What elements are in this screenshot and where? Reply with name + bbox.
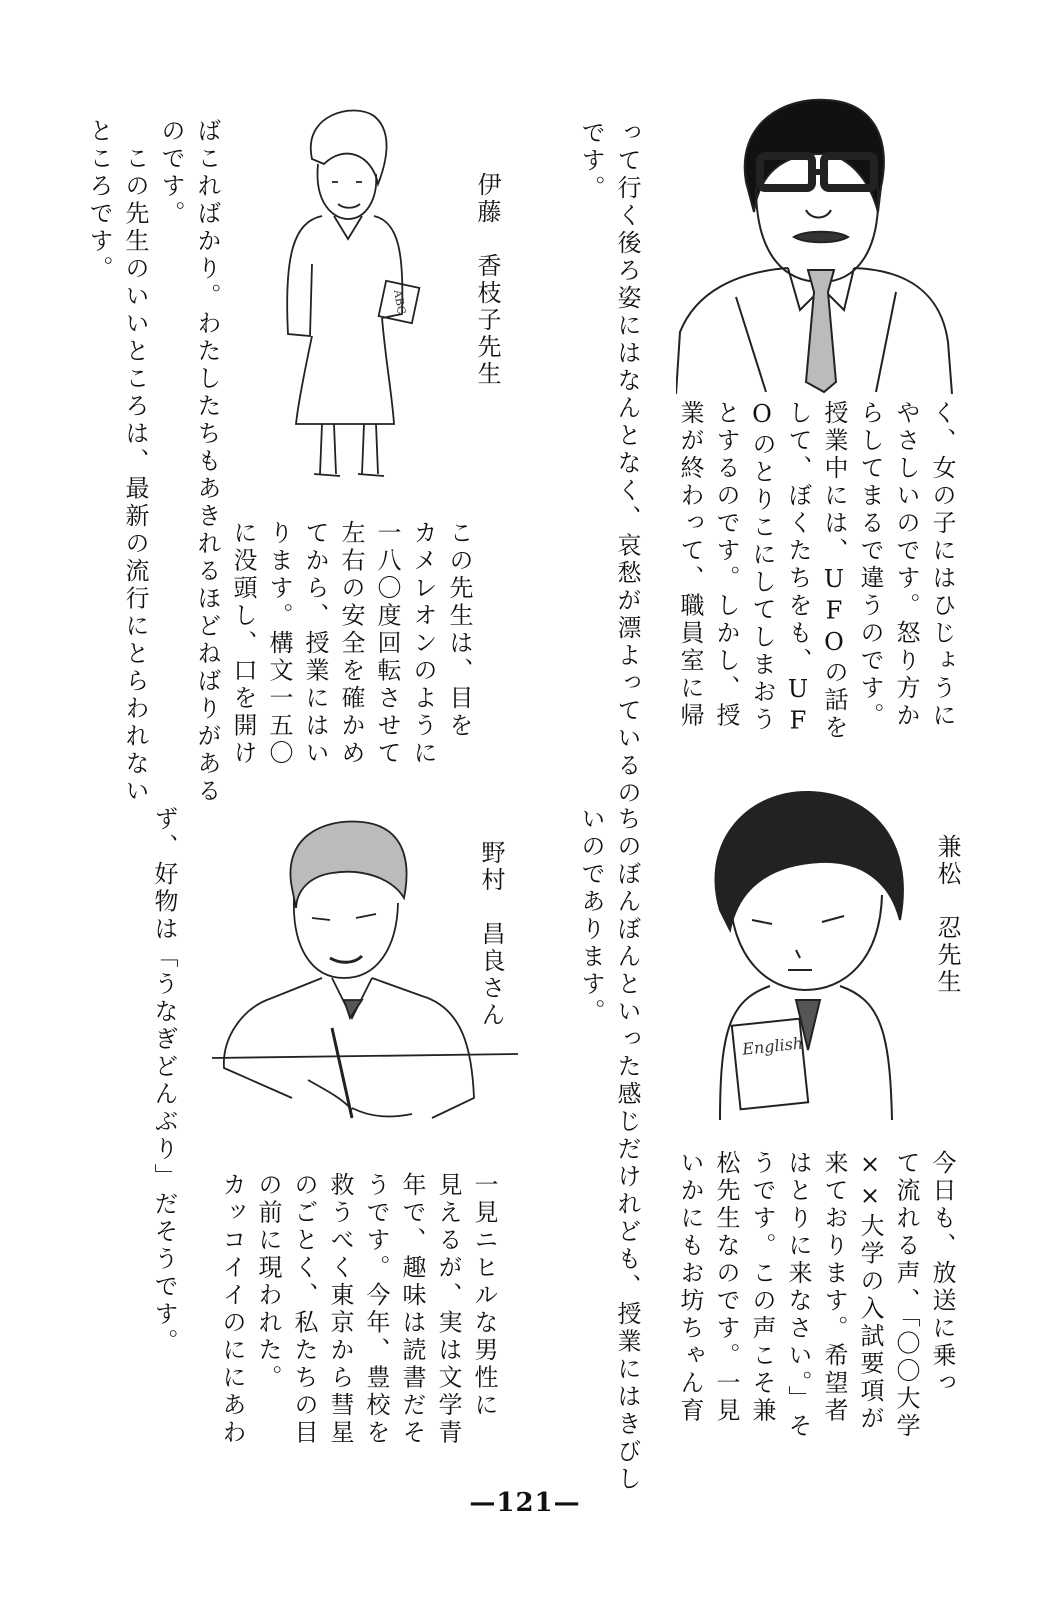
nomura-line: の前に現われた。 [254, 1172, 282, 1392]
ito-line: この先生のいいところは、最新の流行にとらわれない [121, 118, 149, 806]
kanematsu-line: いのであります。 [577, 806, 605, 1026]
kanematsu-line: うです。この声こそ兼 [748, 1150, 776, 1425]
nomura-line: のごとく、私たちの目 [290, 1172, 318, 1447]
person-name-nomura: 野村 昌良さん [477, 840, 505, 1029]
section-1-line: やさしいのです。怒り方か [892, 400, 920, 730]
section-1-line: って行く後ろ姿にはなんとなく、哀愁が漂よっているの [613, 120, 641, 808]
nomura-line: うです。今年、豊校を [362, 1172, 390, 1447]
ito-body-top [225, 520, 477, 780]
section-1-line: して、ぼくたちをも、UF [784, 400, 812, 738]
section-1-body [672, 400, 960, 780]
ito-line: ところです。 [85, 118, 113, 283]
kanematsu-line: ちのぼんぼんといった感じだけれども、授業にはきびし [613, 806, 641, 1494]
kanematsu-body-bottom [672, 1150, 960, 1441]
ito-line: ります。構文一五〇 [265, 520, 293, 768]
page-number: —121— [469, 1488, 581, 1518]
section-1-line: く、女の子にはひじょうに [928, 400, 956, 730]
ito-line: 一八〇度回転させて [373, 520, 401, 768]
kanematsu-body-top [573, 806, 645, 1494]
kanematsu-line: ××大学の入試要項が [856, 1150, 884, 1433]
nomura-body-top [146, 806, 182, 1426]
portrait-man-glasses [676, 92, 958, 394]
section-1-line: 授業中には、UFOの話を [820, 400, 848, 742]
ito-body-bottom [81, 118, 225, 806]
book-english-label: English [741, 1033, 804, 1059]
kanematsu-line: 松先生なのです。一見 [712, 1150, 740, 1425]
teacher-name-ito: 伊藤 香枝子先生 [473, 172, 501, 388]
portrait-woman-ito [274, 104, 430, 484]
ito-line: ばこればかり。わたしたちもあきれるほどねばりがある [193, 118, 221, 806]
nomura-line: 救うべく東京から彗星 [326, 1172, 354, 1447]
kanematsu-line: いかにもお坊ちゃん育 [676, 1150, 704, 1425]
nomura-body-bottom [214, 1172, 502, 1447]
nomura-line: 見えるが、実は文学青 [434, 1172, 462, 1447]
section-1-line: とするのです。しかし、授 [712, 400, 740, 730]
ito-line: のです。 [157, 118, 185, 228]
section-1-body-continued [573, 120, 645, 808]
portrait-man-with-pen-nomura [212, 818, 518, 1146]
ito-line: 左右の安全を確かめ [337, 520, 365, 768]
kanematsu-line: 来ております。希望者 [820, 1150, 848, 1425]
ito-line: てから、授業にはい [301, 520, 329, 768]
section-1-line: 業が終わって、職員室に帰 [676, 400, 704, 730]
nomura-line: 年で、趣味は読書だそ [398, 1172, 426, 1447]
ito-line: に没頭し、口を開け [229, 520, 257, 768]
section-1-line: Oのとりこにしてしまおう [748, 400, 776, 734]
ito-line: この先生は、目を [445, 520, 473, 740]
section-1-line: です。 [577, 120, 605, 203]
book-abc-label: ABC [390, 288, 409, 316]
teacher-name-kanematsu: 兼松 忍先生 [933, 834, 961, 996]
kanematsu-line: 今日も、放送に乗っ [928, 1150, 956, 1398]
portrait-young-man-kanematsu [700, 790, 910, 1130]
nomura-line: ず、好物は「うなぎどんぶり」だそうです。 [150, 806, 178, 1356]
nomura-line: カッコイイのににあわ [218, 1172, 246, 1447]
section-1-line: らしてまるで違うのです。 [856, 400, 884, 730]
nomura-line: 一見ニヒルな男性に [470, 1172, 498, 1420]
kanematsu-line: はとりに来なさい。」そ [784, 1150, 812, 1441]
ito-line: カメレオンのように [409, 520, 437, 768]
kanematsu-line: て流れる声、「〇〇大学 [892, 1150, 920, 1441]
